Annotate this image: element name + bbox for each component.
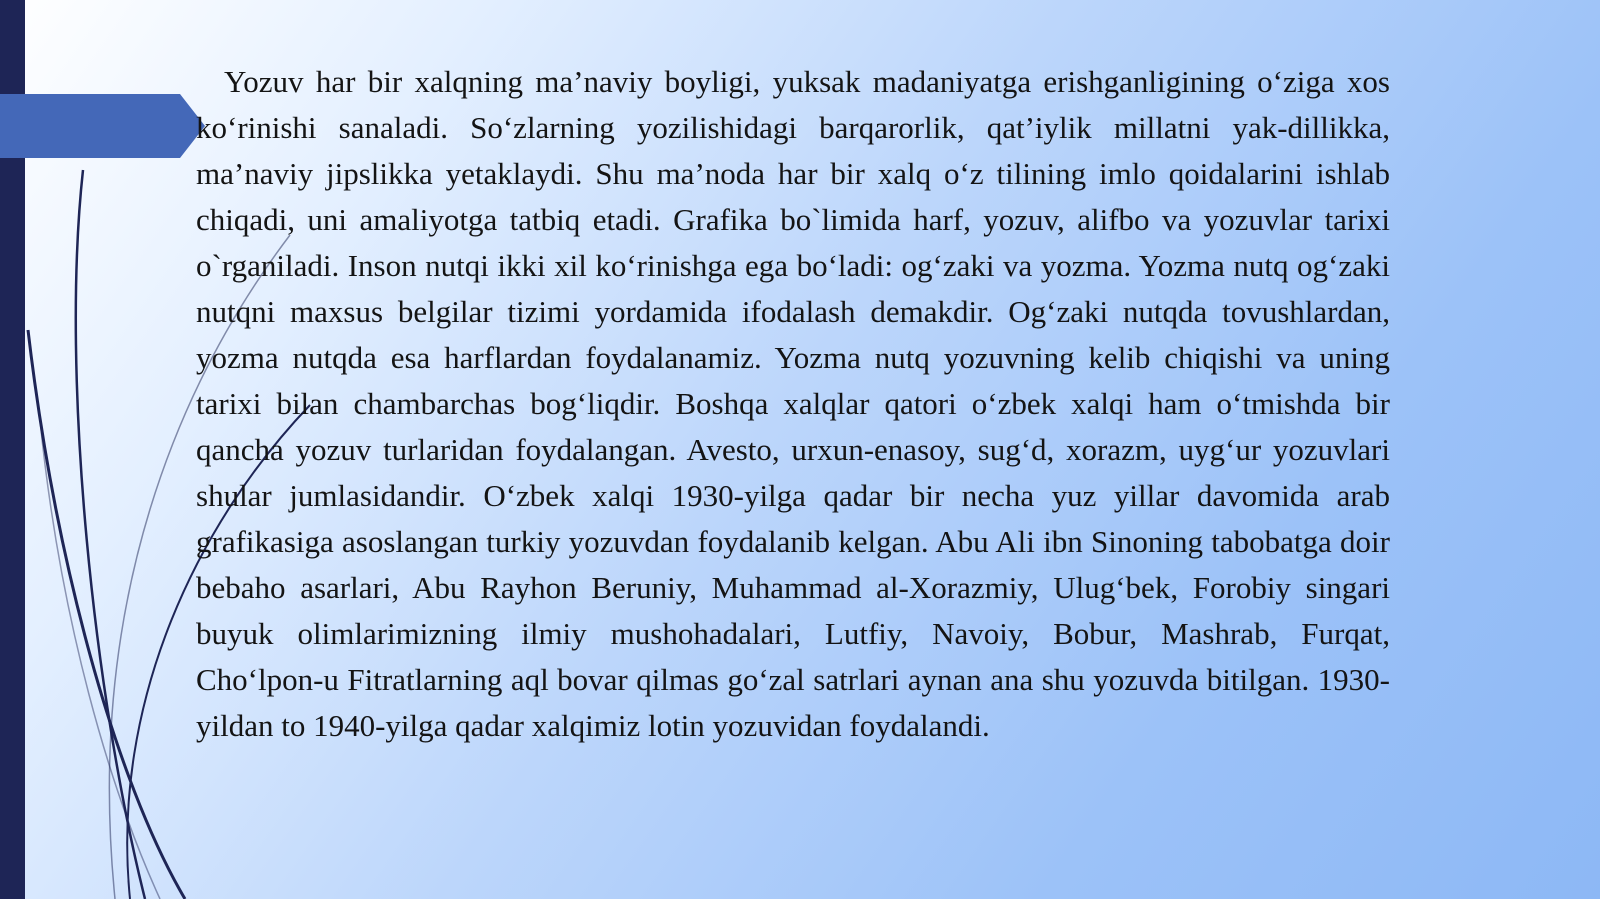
body-paragraph: Yozuv har bir xalqning ma’naviy boyligi, yuksak madaniyatga erishganligining o‘ziga xos ko‘rinishi sanaladi. So‘zlarning yozilishidagi barqarorlik, qat’iylik millatni yak-dillikka, ma’naviy jipslikka yetaklaydi. Shu ma’noda har bir xalq o‘z tilining imlo qoidalarini ishlab chiqadi, uni amaliyotga tatbiq etadi. Grafika bo`limida harf, yozuv, alifbo va yozuvlar tarixi o`rganiladi. Inson nutqi ikki xil ko‘rinishga ega bo‘ladi: og‘zaki va yozma. Yozma nutq og‘zaki nutqni maxsus belgilar tizimi yordamida ifodalash demakdir. Og‘zaki nutqda tovushlardan, yozma nutqda esa harflardan foydalanamiz. Yozma nutq yozuvning kelib chiqishi va uning tarixi bilan chambarchas bog‘liqdir. Boshqa xalqlar qatori o‘zbek xalqi ham o‘tmishda bir qancha yozuv turlaridan foydalangan. Avesto, urxun-enasoy, sug‘d, xorazm, uyg‘ur yozuvlari shular jumlasidandir. O‘zbek xalqi 1930-yilga qadar bir necha yuz yillar davomida arab grafikasiga asoslangan turkiy yozuvdan foydalanib kelgan. Abu Ali ibn Sinoning tabobatga doir bebaho asarlari, Abu Rayhon Beruniy, Muhammad al-Xorazmiy, Ulug‘bek, Forobiy singari buyuk olimlarimizning ilmiy mushohadalari, Lutfiy, Navoiy, Bobur, Mashrab, Furqat, Cho‘lpon-u Fitratlarning aql bovar qilmas go‘zal satrlari aynan ana shu yozuvda bitilgan. 1930-yildan to 1940-yilga qadar xalqimiz lotin yozuvidan foydalandi. [196, 64, 1390, 743]
arrow-banner-shape [0, 94, 205, 158]
curve-line [28, 330, 185, 899]
